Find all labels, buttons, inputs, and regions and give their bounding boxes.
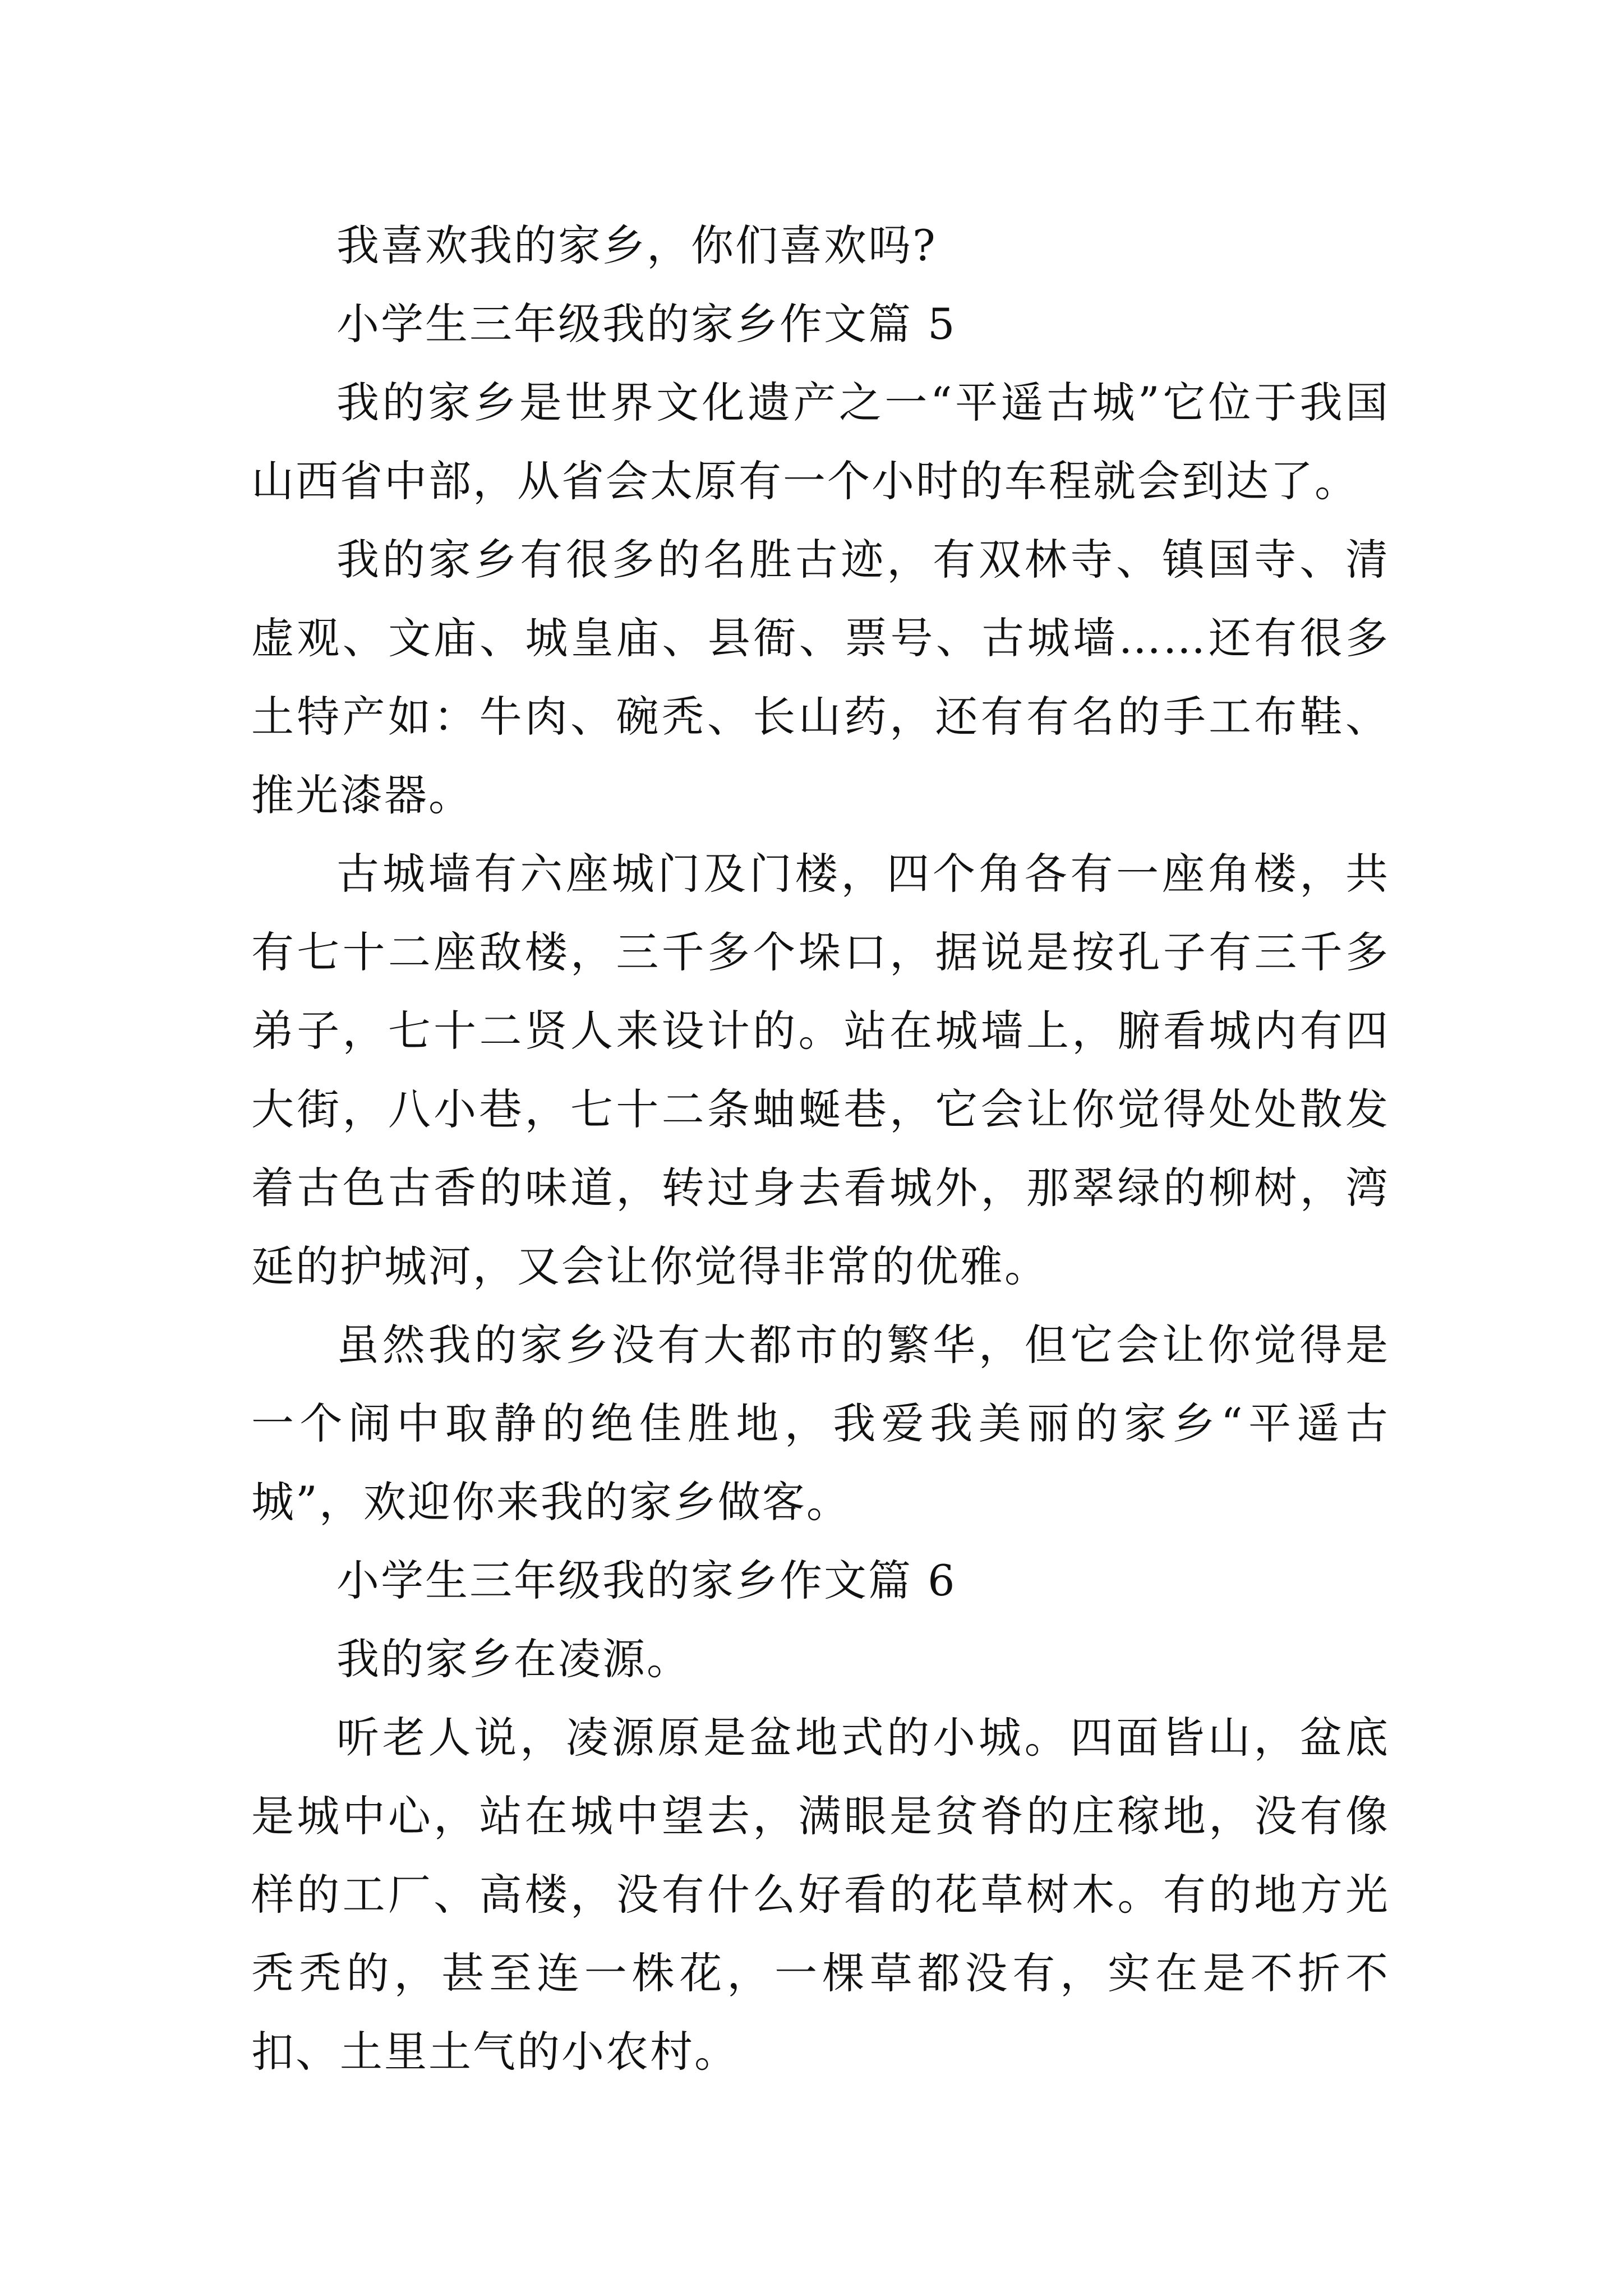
section-heading-6: 小学生三年级我的家乡作文篇 6 [336, 1556, 957, 1605]
document-body [251, 206, 1390, 2091]
paragraph-closing-question: 我喜欢我的家乡，你们喜欢吗? [336, 220, 937, 270]
paragraph: 我的家乡有很多的名胜古迹，有双林寺、镇国寺、清虚观、文庙、城皇庙、县衙、票号、古城墙……还有很多土特产如：牛肉、碗秃、长山药，还有有名的手工布鞋、推光漆器。 [251, 535, 1390, 820]
paragraph: 听老人说，凌源原是盆地式的小城。四面皆山，盆底是城中心，站在城中望去，满眼是贫脊的庄稼地，没有像样的工厂、高楼，没有什么好看的花草树木。有的地方光秃秃的，甚至连一株花，一棵草都没有，实在是不折不扣、土里土气的小农村。 [251, 1713, 1390, 2077]
paragraph: 古城墙有六座城门及门楼，四个角各有一座角楼，共有七十二座敌楼，三千多个垛口，据说是按孔子有三千多弟子，七十二贤人来设计的。站在城墙上，腑看城内有四大街，八小巷，七十二条蚰蜒巷，它会让你觉得处处散发着古色古香的味道，转过身去看城外，那翠绿的柳树，湾延的护城河，又会让你觉得非常的优雅。 [251, 849, 1390, 1291]
paragraph: 我的家乡在凌源。 [336, 1634, 691, 1684]
paragraph: 虽然我的家乡没有大都市的繁华，但它会让你觉得是一个闹中取静的绝佳胜地，我爱我美丽的家乡“平遥古城”，欢迎你来我的家乡做客。 [251, 1320, 1390, 1527]
section-heading-5: 小学生三年级我的家乡作文篇 5 [336, 299, 957, 349]
paragraph: 我的家乡是世界文化遗产之一“平遥古城”它位于我国山西省中部，从省会太原有一个小时的车程就会到达了。 [251, 378, 1390, 506]
